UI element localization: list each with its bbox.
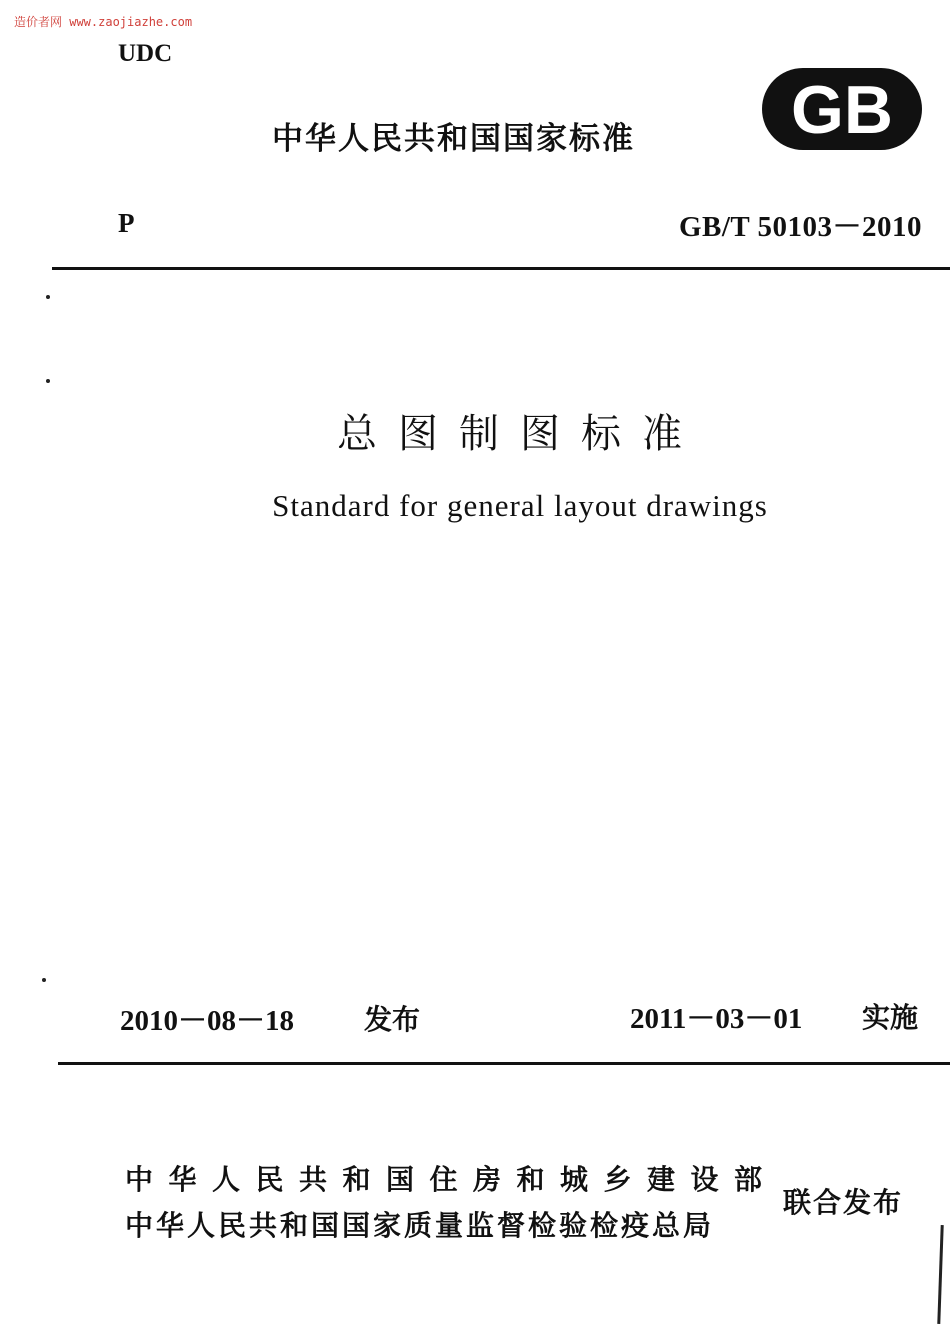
header-divider — [52, 267, 950, 270]
joint-issue-label: 联合发布 — [783, 1186, 904, 1219]
scan-speck — [46, 379, 50, 383]
footer-divider — [58, 1062, 950, 1065]
standard-number: GB/T 50103－2010 — [678, 211, 922, 243]
scan-speck — [42, 978, 46, 982]
implementation-date: 2011－03－01 — [630, 1003, 803, 1035]
issue-date: 2010－08－18 — [120, 1005, 295, 1037]
document-title-chinese: 总图制图标准 — [337, 411, 703, 457]
udc-label: UDC — [118, 40, 173, 67]
gb-logo-text: GB — [791, 72, 893, 148]
classification-code: P — [118, 208, 135, 238]
scan-edge-mark — [937, 1225, 943, 1324]
implementation-label: 实施 — [862, 1001, 919, 1034]
document-title-english: Standard for general layout drawings — [272, 488, 768, 523]
issue-label: 发布 — [364, 1003, 421, 1036]
scan-speck — [46, 295, 50, 299]
issuer-quality-supervision: 中华人民共和国国家质量监督检验检疫总局 — [125, 1209, 715, 1242]
country-standard-heading: 中华人民共和国国家标准 — [272, 121, 635, 157]
watermark-text: 造价者网 www.zaojiazhe.com — [14, 15, 193, 29]
issuer-ministry-housing: 中华人民共和国住房和城乡建设部 — [125, 1163, 778, 1196]
gb-logo — [760, 66, 924, 152]
